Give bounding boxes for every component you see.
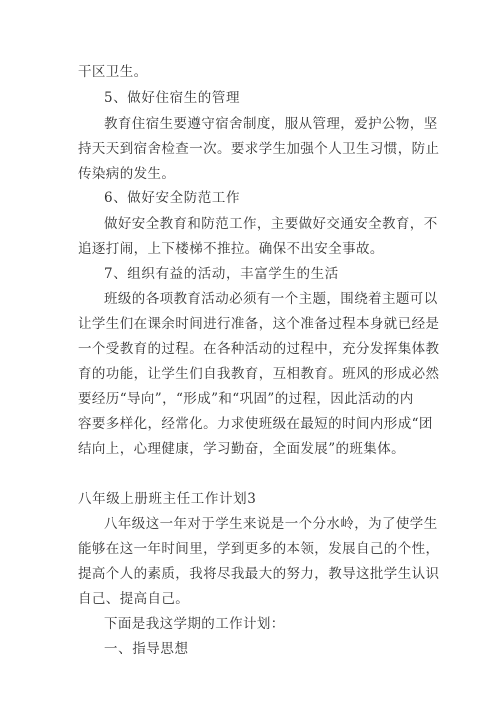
paragraph-line: 下面是我这学期的工作计划： xyxy=(104,616,285,632)
document-title: 八年级上册班主任工作计划3 xyxy=(78,491,257,507)
paragraph-line: 自己、提高自己。 xyxy=(78,591,190,607)
paragraph-line: 八年级这一年对于学生来说是一个分水岭，为了使学生 xyxy=(104,516,438,532)
paragraph-line: 育的功能，让学生们自我教育，互相教育。班风的形成必然 xyxy=(78,366,440,382)
paragraph-line: 结向上，心理健康，学习勤奋，全面发展”的班集体。 xyxy=(78,441,406,457)
paragraph-line: 班级的各项教育活动必须有一个主题，围绕着主题可以 xyxy=(104,291,438,307)
section-heading-guiding-ideology: 一、指导思想 xyxy=(104,641,189,657)
paragraph-line: 能够在这一年时间里，学到更多的本领，发展自己的个性， xyxy=(78,541,440,557)
paragraph-line: 提高个人的素质，我将尽我最大的努力，教导这批学生认识 xyxy=(78,566,440,582)
paragraph-line: 容要多样化，经常化。力求使班级在最短的时间内形成“团 xyxy=(78,416,433,432)
paragraph-line: 让学生们在课余时间进行准备，这个准备过程本身就已经是 xyxy=(78,316,440,332)
paragraph-line: 教育住宿生要遵守宿舍制度，服从管理，爱护公物，坚 xyxy=(104,116,438,132)
paragraph-line: 持天天到宿舍检查一次。要求学生加强个人卫生习惯，防止 xyxy=(78,141,440,157)
paragraph-line: 传染病的发生。 xyxy=(78,166,176,182)
paragraph-line: 一个受教育的过程。在各种活动的过程中，充分发挥集体教 xyxy=(78,341,440,357)
paragraph-line: 干区卫生。 xyxy=(78,64,148,80)
paragraph-line: 要经历“导向”，“形成”和“巩固”的过程，因此活动的内 xyxy=(78,391,414,407)
paragraph-line: 追逐打闹，上下楼梯不推拉。确保不出安全事故。 xyxy=(78,241,384,257)
section-heading-5: 5、做好住宿生的管理 xyxy=(104,90,241,106)
section-heading-7: 7、组织有益的活动，丰富学生的生活 xyxy=(104,266,339,282)
section-heading-6: 6、做好安全防范工作 xyxy=(104,190,241,206)
paragraph-line: 做好安全教育和防范工作，主要做好交通安全教育，不 xyxy=(104,216,438,232)
